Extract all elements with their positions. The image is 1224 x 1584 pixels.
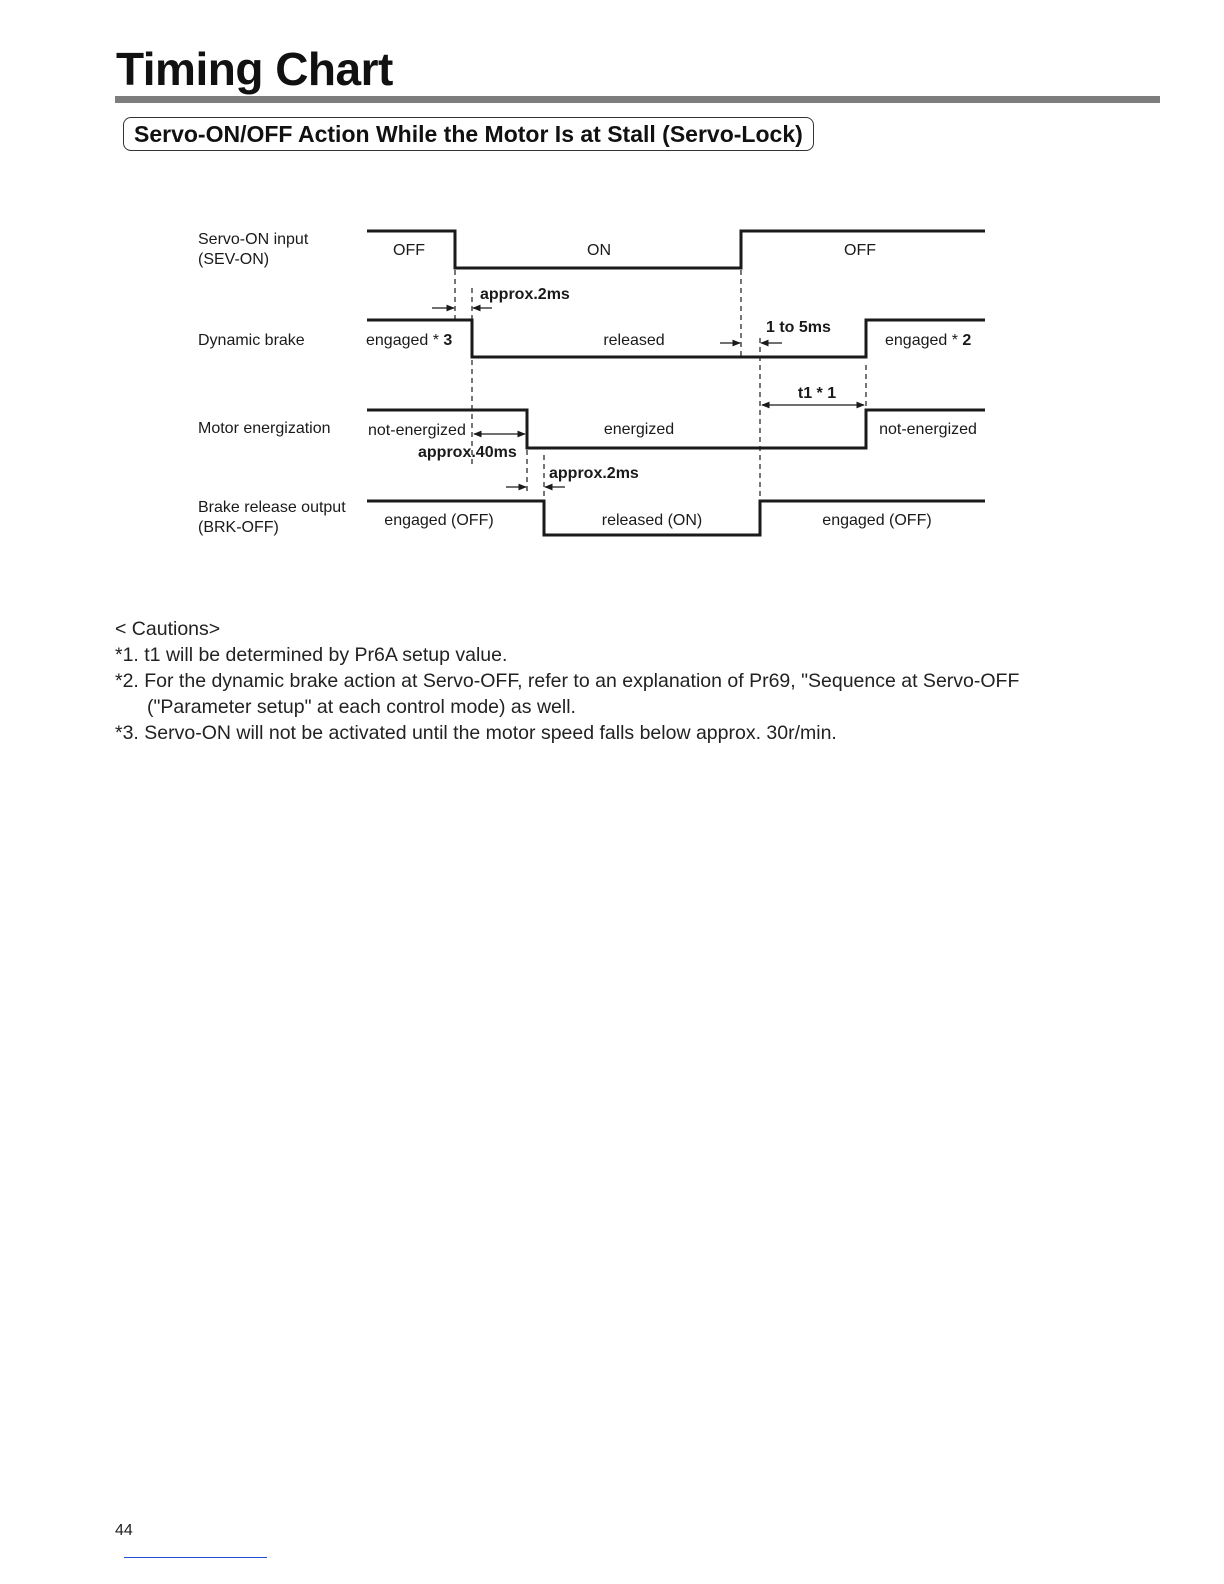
page-number: 44 <box>115 1522 133 1539</box>
signal-label: Servo-ON input <box>198 231 309 248</box>
state-label: engaged (OFF) <box>822 512 932 529</box>
signal-label: Dynamic brake <box>198 332 305 349</box>
state-label: energized <box>603 421 675 438</box>
caution-item: *1. t1 will be determined by Pr6A setup value. <box>115 644 508 666</box>
state-label: engaged (OFF) <box>384 512 494 529</box>
state-label: not-energized <box>879 421 977 438</box>
section-heading: Servo-ON/OFF Action While the Motor Is at Stall (Servo-Lock) <box>123 117 814 151</box>
footer-line <box>124 1557 267 1558</box>
signal-label: (BRK-OFF) <box>198 519 279 536</box>
state-label: released <box>603 332 665 349</box>
signal-label: Motor energization <box>198 420 331 437</box>
state-label: not-energized <box>368 422 466 439</box>
state-label: OFF <box>844 242 876 259</box>
state-label: ON <box>587 242 611 259</box>
timing-chart <box>0 0 1224 600</box>
signal-label: (SEV-ON) <box>198 251 270 268</box>
page-title: Timing Chart <box>116 43 393 95</box>
brk-delay-label: approx.2ms <box>549 465 639 482</box>
cautions-section <box>115 616 1115 746</box>
db-release-delay-label: 1 to 5ms <box>766 319 831 336</box>
caution-item-continuation: ("Parameter setup" at each control mode) as well. <box>147 696 576 718</box>
t1-label: t1 * 1 <box>797 385 837 402</box>
signal-label: Brake release output <box>198 499 346 516</box>
energize-delay-label: approx.40ms <box>418 444 517 461</box>
state-label: engaged * 2 <box>885 332 972 349</box>
state-label: released (ON) <box>601 512 703 529</box>
caution-item: *2. For the dynamic brake action at Servo-OFF, refer to an explanation of Pr69, "Sequence at Servo-OFF <box>115 670 1020 692</box>
servo-on-waveform <box>367 231 985 268</box>
db-delay-label: approx.2ms <box>480 286 570 303</box>
state-label: OFF <box>393 242 425 259</box>
cautions-heading: < Cautions> <box>115 618 221 640</box>
state-label: engaged * 3 <box>366 332 453 349</box>
caution-item: *3. Servo-ON will not be activated until the motor speed falls below approx. 30r/min. <box>115 722 837 744</box>
